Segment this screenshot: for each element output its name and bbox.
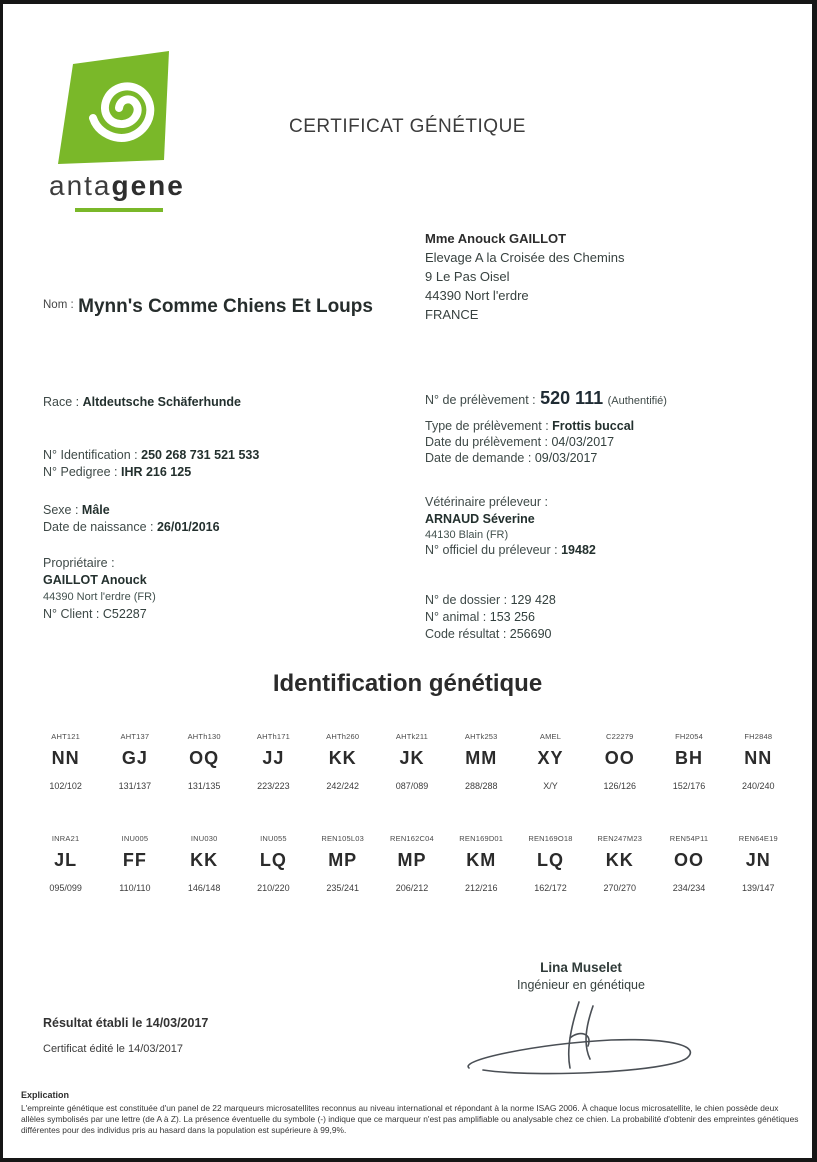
marker-allele-letters: XY [537,748,564,768]
marker-cell [170,834,239,893]
sexe-value: Mâle [81,503,110,517]
explication-text: L'empreinte génétique est constituée d'un panel de 22 marqueurs microsatellites reconnus au niveau international et répondant à la norme ISAG 2006. À chaque locus microsatellite, le chien possède deux allèles symbolisés par une lettre (de A à Z). La présence éventuelle du symbole (-) indique que ce marqueur n'est pas amplifiable ou analysable chez ce chien. La probabilité d'obtenir des empreintes génétiques différentes pour des individus pris au hasard dans la population est supérieure à 99,9%. [21,1103,799,1135]
race-label: Race : [43,395,80,409]
marker-allele-values: 270/270 [603,883,637,893]
identification-label: N° Identification : [43,448,138,462]
marker-cell [724,834,793,893]
marker-allele-values: 102/102 [49,781,82,791]
sample-authentified-badge: (Authentifié) [607,395,667,407]
vet-label: Vétérinaire préleveur : [425,495,548,509]
sample-number-value: 520 111 [540,388,604,408]
marker-allele-values: 212/216 [464,883,498,893]
owner-address: 44390 Nort l'erdre (FR) [43,591,156,603]
marker-allele-letters: KK [328,748,357,768]
result-date-line: Résultat établi le 14/03/2017 [43,1016,209,1030]
sample-type-value: Frottis buccal [552,419,635,433]
marker-cell [31,834,100,893]
pedigree-line [43,464,191,481]
dossier-line [425,592,556,609]
marker-cell [170,732,239,791]
request-date-value: 09/03/2017 [534,451,598,465]
marker-allele-values: 131/135 [187,781,221,791]
marker-name: INU005 [121,834,149,843]
vet-officiel-label: N° officiel du préleveur : [425,543,558,557]
marker-cell [654,834,723,893]
marker-name: C22279 [606,732,634,741]
recipient-line: 44390 Nort l'erdre [425,288,529,303]
marker-allele-values: 234/234 [672,883,706,893]
marker-allele-values: 126/126 [603,781,637,791]
sample-number-line [425,388,667,409]
marker-cell [308,834,377,893]
marker-allele-values: 087/089 [395,781,429,791]
client-line [43,606,147,623]
marker-name: REN105L03 [321,834,365,843]
marker-cell [516,732,585,791]
result-code-value: 256690 [509,627,552,641]
marker-allele-values: 235/241 [326,883,359,893]
marker-allele-letters: KK [605,850,634,870]
marker-allele-values: 139/147 [742,883,775,893]
marker-name: REN54P11 [669,834,709,843]
sample-date-label: Date du prélèvement : [425,435,548,449]
recipient-line: 9 Le Pas Oisel [425,269,510,284]
dossier-value: 129 428 [510,593,556,607]
genetic-section-title: Identification génétique [272,670,543,697]
document-title: CERTIFICAT GÉNÉTIQUE [289,116,526,137]
vet-label-line [425,494,548,511]
marker-allele-values: 131/137 [118,781,152,791]
marker-allele-letters: MP [397,850,427,870]
recipient-name: Mme Anouck GAILLOT [425,231,567,246]
marker-cell [239,732,308,791]
marker-allele-letters: MP [328,850,358,870]
client-value: C52287 [102,607,147,621]
animal-number-value: 153 256 [489,610,535,624]
marker-allele-values: X/Y [543,781,558,791]
marker-allele-values: 288/288 [464,781,498,791]
signer-role: Ingénieur en génétique [517,978,645,992]
sample-type-line [425,418,634,435]
marker-name: INRA21 [51,834,80,843]
signature-icon [451,996,711,1078]
marker-name: FH2054 [675,732,703,741]
marker-allele-values: 152/176 [672,781,706,791]
marker-allele-letters: OO [674,850,705,870]
marker-cell [377,732,446,791]
marker-allele-letters: LQ [536,850,564,870]
sample-date-value: 04/03/2017 [551,435,615,449]
marker-cell [308,732,377,791]
marker-name: AHTh130 [187,732,221,741]
marker-allele-values: 162/172 [534,883,567,893]
recipient-line: FRANCE [425,307,479,322]
marker-allele-letters: LQ [259,850,287,870]
vet-address: 44130 Blain (FR) [425,529,509,541]
owner-name: GAILLOT Anouck [43,573,147,587]
marker-allele-letters: KM [466,850,497,870]
identification-line [43,447,259,464]
marker-allele-values: 210/220 [257,883,290,893]
marker-name: AHTk211 [395,732,429,741]
recipient-line: Elevage A la Croisée des Chemins [425,250,625,265]
owner-name-line [43,572,147,589]
owner-label: Propriétaire : [43,556,115,570]
marker-allele-letters: JK [399,748,425,768]
brand-name [49,170,215,202]
marker-allele-values: 206/212 [395,883,429,893]
marker-name: REN169O18 [528,834,573,843]
client-label: N° Client : [43,607,100,621]
marker-row-2 [31,834,793,893]
marker-allele-letters: NN [51,748,80,768]
naissance-label: Date de naissance : [43,520,154,534]
marker-name: REN64E19 [738,834,778,843]
marker-allele-values: 240/240 [742,781,775,791]
animal-number-line [425,609,535,626]
marker-name: AHTk253 [464,732,498,741]
vet-name-line [425,511,535,528]
marker-allele-letters: FF [122,850,147,870]
request-date-label: Date de demande : [425,451,532,465]
brand-underline [75,208,163,212]
marker-row-1 [31,732,793,791]
marker-name: FH2848 [744,732,773,741]
explication-section [21,1090,803,1136]
result-code-line [425,626,552,643]
signature-block [431,960,731,1083]
marker-cell [585,732,654,791]
marker-cell [724,732,793,791]
marker-cell [447,732,516,791]
marker-name: REN169D01 [459,834,504,843]
signer-name: Lina Muselet [540,960,622,975]
dossier-label: N° de dossier : [425,593,508,607]
marker-name: AHTh260 [326,732,360,741]
marker-cell [654,732,723,791]
sexe-label: Sexe : [43,503,79,517]
vet-name: ARNAUD Séverine [425,512,535,526]
vet-officiel-value: 19482 [561,543,596,557]
marker-allele-letters: KK [190,850,219,870]
sample-date-line [425,434,614,451]
marker-name: REN247M23 [597,834,643,843]
explication-title: Explication [21,1090,70,1100]
antagene-swirl-icon [45,48,195,168]
result-code-label: Code résultat : [425,627,507,641]
marker-name: AHT121 [51,732,80,741]
marker-allele-letters: BH [675,748,704,768]
owner-address-line [43,589,156,606]
marker-allele-values: 223/223 [257,781,290,791]
marker-name: INU030 [190,834,218,843]
marker-allele-letters: OQ [189,748,220,768]
marker-cell [239,834,308,893]
marker-name: AMEL [539,732,562,741]
marker-cell [447,834,516,893]
request-date-line [425,450,597,467]
marker-name: REN162C04 [390,834,434,843]
naissance-line [43,519,220,536]
marker-allele-letters: OO [604,748,635,768]
pedigree-label: N° Pedigree : [43,465,118,479]
marker-allele-letters: NN [744,748,773,768]
marker-allele-values: 242/242 [326,781,359,791]
owner-label-line [43,555,115,572]
marker-allele-letters: JJ [262,748,285,768]
marker-allele-letters: JL [54,850,78,870]
race-value: Altdeutsche Schäferhunde [82,395,241,409]
pedigree-value: IHR 216 125 [120,465,192,479]
recipient-address [425,229,624,324]
marker-allele-letters: JN [745,850,771,870]
marker-cell [516,834,585,893]
dog-name-value: Mynn's Comme Chiens Et Loups [78,296,373,317]
dog-name-label: Nom : [43,299,74,311]
sample-type-label: Type de prélèvement : [425,419,549,433]
marker-cell [100,732,169,791]
brand-left: anta [49,170,112,201]
animal-number-label: N° animal : [425,610,487,624]
marker-allele-values: 095/099 [49,883,82,893]
marker-name: AHTh171 [256,732,290,741]
marker-allele-values: 146/148 [187,883,221,893]
marker-cell [377,834,446,893]
marker-allele-values: 110/110 [119,883,151,893]
marker-allele-letters: GJ [121,748,148,768]
marker-name: AHT137 [120,732,150,741]
race-line [43,394,241,411]
marker-cell [100,834,169,893]
marker-allele-letters: MM [465,748,498,768]
brand-right: gene [111,170,185,201]
marker-name: INU055 [260,834,287,843]
marker-cell [31,732,100,791]
sample-number-label: N° de prélèvement : [425,393,536,407]
dog-name-block [43,292,391,321]
vet-officiel-line [425,542,596,559]
sexe-line [43,502,110,519]
naissance-value: 26/01/2016 [156,520,220,534]
marker-cell [585,834,654,893]
identification-value: 250 268 731 521 533 [141,448,260,462]
edited-date-line: Certificat édité le 14/03/2017 [43,1043,184,1055]
